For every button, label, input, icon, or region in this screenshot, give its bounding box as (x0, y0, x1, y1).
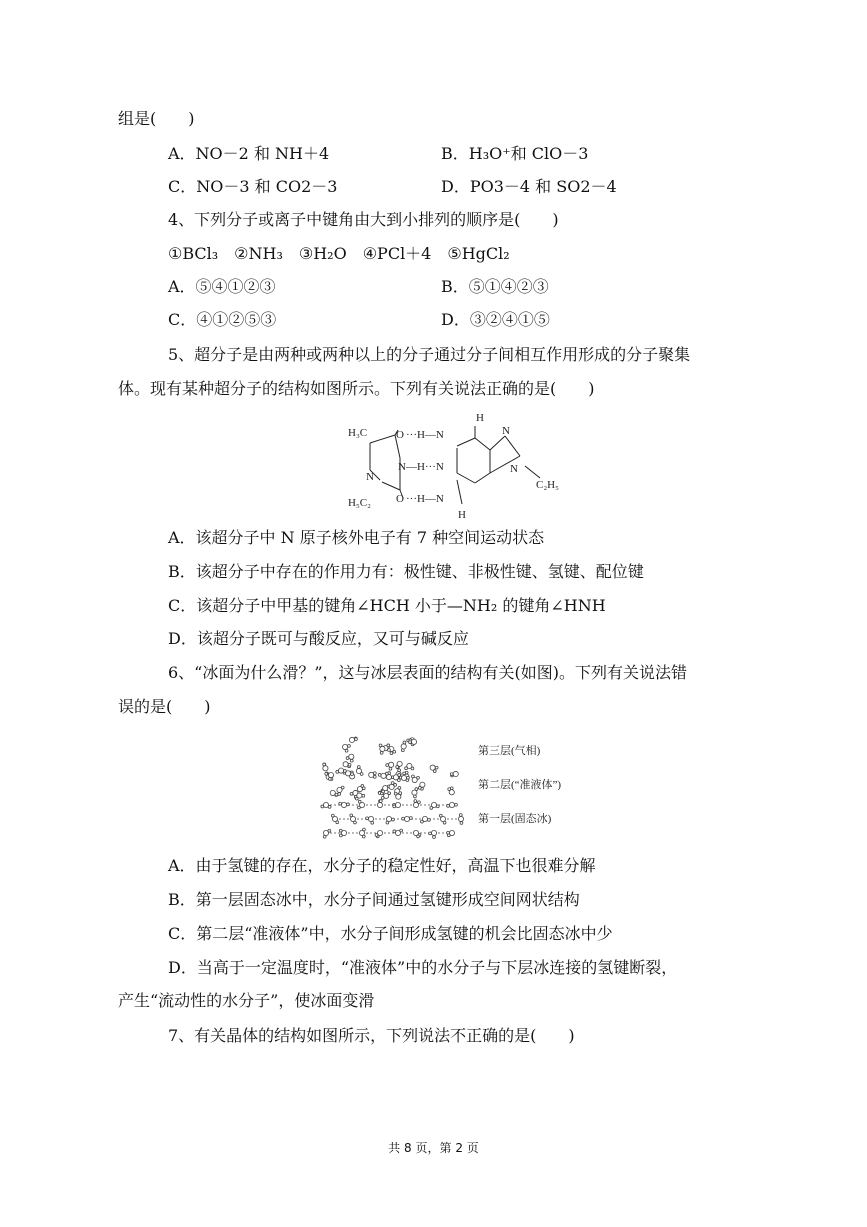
q6-option-d-line2: 产生“流动性的水分子”，使冰面变滑 (118, 991, 375, 1010)
fig6-layer3-label: 第三层(气相) (478, 745, 541, 757)
fig5-hbond-top: ···H—N (406, 429, 444, 441)
q4-option-c: C．④①②⑤③ (168, 310, 277, 329)
q3-stem-continuation: 组是( ) (118, 109, 195, 128)
q3-option-c: C．NO－3 和 CO2－3 (168, 177, 338, 196)
fig5-o-bottom: O (396, 493, 404, 505)
fig5-n-left: N (366, 471, 374, 483)
q6-stem-line2: 误的是( ) (118, 697, 211, 716)
fig6-layer1-label: 第一层(固态冰) (478, 813, 552, 825)
q5-stem-line2: 体。现有某种超分子的结构如图所示。下列有关说法正确的是( ) (118, 379, 595, 398)
q3-option-a: A．NO－2 和 NH＋4 (168, 144, 330, 163)
q6-option-d-line1: D．当高于一定温度时，“准液体”中的水分子与下层冰连接的氢键断裂， (168, 958, 678, 977)
q4-stem: 4、下列分子或离子中键角由大到小排列的顺序是( ) (168, 210, 559, 229)
q6-option-b: B．第一层固态冰中，水分子间通过氢键形成空间网状结构 (168, 890, 580, 909)
fig5-n-right: N (510, 463, 518, 475)
page-footer: 共 8 页，第 2 页 (388, 1141, 479, 1155)
fig5-h3c: H₃C (348, 427, 368, 439)
fig5-c2h5: C₂H₅ (536, 479, 559, 491)
q5-option-b: B．该超分子中存在的作用力有：极性键、非极性键、氢键、配位键 (168, 562, 644, 581)
q6-option-a: A．由于氢键的存在，水分子的稳定性好，高温下也很难分解 (168, 856, 596, 875)
fig5-hbond-middle: N—H···N (398, 461, 444, 473)
fig5-hbond-bottom: ···H—N (406, 493, 444, 505)
fig5-h-top: H (476, 412, 484, 424)
q6-option-c: C．第二层“准液体”中，水分子间形成氢键的机会比固态冰中少 (168, 924, 613, 943)
fig5-o-top: O (396, 429, 404, 441)
q5-option-a: A．该超分子中 N 原子核外电子有 7 种空间运动状态 (168, 528, 545, 547)
q4-items: ①BCl₃ ②NH₃ ③H₂O ④PCl＋4 ⑤HgCl₂ (168, 244, 510, 263)
fig5-h5c2: H₅C₂ (348, 497, 371, 509)
q4-option-a: A．⑤④①②③ (168, 277, 276, 296)
q4-option-d: D．③②④①⑤ (441, 310, 550, 329)
q3-option-d: D．PO3－4 和 SO2－4 (441, 177, 617, 196)
q5-option-c: C．该超分子中甲基的键角∠HCH 小于—NH₂ 的键角∠HNH (168, 596, 606, 615)
q6-stem-line1: 6、“冰面为什么滑？”，这与冰层表面的结构有关(如图)。下列有关说法错 (168, 663, 688, 682)
q4-option-b: B．⑤①④②③ (441, 277, 549, 296)
fig6-layer2-label: 第二层(“准液体”) (478, 779, 562, 791)
ice-surface-layers-figure (312, 733, 602, 848)
fig5-h-bottom: H (458, 509, 466, 521)
fig5-n-ring: N (502, 425, 510, 437)
q3-option-b: B．H₃O⁺和 ClO－3 (441, 144, 589, 163)
q5-stem-line1: 5、超分子是由两种或两种以上的分子通过分子间相互作用形成的分子聚集 (168, 345, 691, 364)
q7-stem: 7、有关晶体的结构如图所示，下列说法不正确的是( ) (168, 1026, 575, 1045)
supramolecule-structure-figure (340, 408, 570, 523)
q5-option-d: D．该超分子既可与酸反应，又可与碱反应 (168, 629, 469, 648)
